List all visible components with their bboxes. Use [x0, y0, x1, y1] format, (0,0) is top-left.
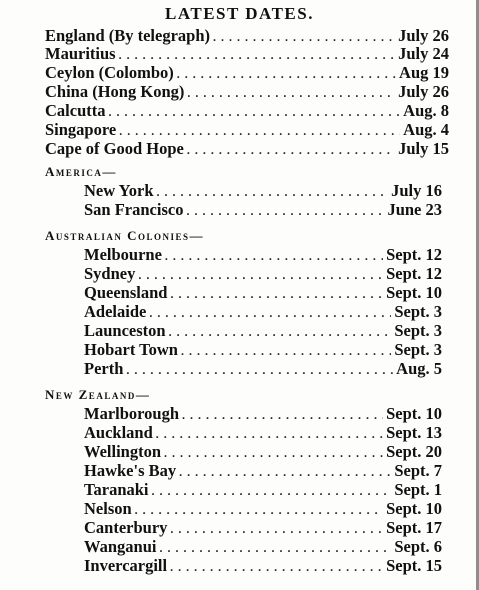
place-name: Singapore [45, 120, 117, 139]
dot-leader [181, 341, 391, 360]
list-item [84, 264, 442, 284]
list-item [84, 518, 442, 538]
date-value: Aug. 8 [403, 101, 449, 120]
dot-leader [126, 360, 393, 379]
list-item [45, 44, 449, 64]
dot-leader [119, 121, 400, 140]
date-value: Sept. 10 [386, 499, 442, 518]
list-item [84, 499, 442, 519]
dot-leader [187, 140, 395, 159]
date-value: Sept. 7 [394, 461, 442, 480]
date-value: Sept. 10 [386, 283, 442, 302]
date-value: Sept. 12 [386, 264, 442, 283]
dot-leader [159, 538, 391, 557]
dot-leader [170, 284, 383, 303]
list-item [45, 63, 449, 83]
place-name: Queensland [84, 283, 168, 302]
place-name: Hobart Town [84, 340, 178, 359]
dot-leader [157, 182, 389, 201]
list-item [84, 181, 442, 201]
dot-leader [152, 481, 392, 500]
dot-leader [138, 265, 383, 284]
dot-leader [179, 462, 391, 481]
list-item [84, 302, 442, 322]
place-name: Calcutta [45, 101, 106, 120]
list-item [84, 359, 442, 379]
list-item [45, 120, 449, 140]
dot-leader [165, 246, 383, 265]
dot-leader [170, 557, 383, 576]
list-item [84, 245, 442, 265]
place-name: Canterbury [84, 518, 168, 537]
place-name: Wellington [84, 442, 162, 461]
section-heading-new-zealand: New Zealand— [45, 387, 151, 402]
date-value: June 23 [387, 200, 442, 219]
list-item [84, 556, 442, 576]
date-value: Aug 19 [399, 63, 449, 82]
list-item [84, 461, 442, 481]
date-value: Sept. 3 [394, 321, 442, 340]
date-value: July 15 [398, 139, 449, 158]
date-value: Sept. 3 [394, 340, 442, 359]
list-item [45, 82, 449, 102]
date-value: Sept. 6 [394, 537, 442, 556]
list-item [45, 101, 449, 121]
list-item [84, 404, 442, 424]
list-item [84, 480, 442, 500]
dot-leader [149, 303, 391, 322]
place-name: Wanganui [84, 537, 157, 556]
place-name: Sydney [84, 264, 136, 283]
date-value: Sept. 3 [394, 302, 442, 321]
section-heading-australian-colonies: Australian Colonies— [45, 228, 205, 243]
place-name: Auckland [84, 423, 153, 442]
dot-leader [156, 424, 383, 443]
dot-leader [119, 45, 396, 64]
list-item [45, 139, 449, 159]
date-value: Aug. 5 [396, 359, 442, 378]
place-name: New York [84, 181, 154, 200]
dot-leader [169, 322, 392, 341]
list-item [84, 340, 442, 360]
date-value: Sept. 15 [386, 556, 442, 575]
place-name: China (Hong Kong) [45, 82, 185, 101]
place-name: Taranaki [84, 480, 149, 499]
date-value: Sept. 1 [394, 480, 442, 499]
place-name: Hawke's Bay [84, 461, 177, 480]
date-value: Sept. 10 [386, 404, 442, 423]
place-name: Melbourne [84, 245, 162, 264]
date-value: Aug. 4 [403, 120, 449, 139]
date-value: Sept. 17 [386, 518, 442, 537]
list-item [45, 26, 449, 46]
list-item [84, 423, 442, 443]
dot-leader [164, 443, 383, 462]
date-value: July 16 [391, 181, 442, 200]
list-item [84, 537, 442, 557]
place-name: Adelaide [84, 302, 147, 321]
dot-leader [109, 102, 401, 121]
place-name: Marlborough [84, 404, 180, 423]
place-name: Nelson [84, 499, 132, 518]
date-value: July 26 [398, 26, 449, 45]
date-value: July 26 [398, 82, 449, 101]
place-name: San Francisco [84, 200, 184, 219]
page-title: LATEST DATES. [165, 4, 314, 23]
date-value: Sept. 12 [386, 245, 442, 264]
dot-leader [177, 64, 396, 83]
place-name: England (By telegraph) [45, 26, 211, 45]
place-name: Invercargill [84, 556, 168, 575]
list-item [84, 321, 442, 341]
place-name: Ceylon (Colombo) [45, 63, 174, 82]
date-value: July 24 [398, 44, 449, 63]
list-item [84, 283, 442, 303]
place-name: Perth [84, 359, 124, 378]
place-name: Mauritius [45, 44, 116, 63]
place-name: Launceston [84, 321, 166, 340]
place-name: Cape of Good Hope [45, 139, 184, 158]
dot-leader [170, 519, 383, 538]
section-heading-america: America— [45, 164, 117, 179]
list-item [84, 442, 442, 462]
dot-leader [182, 405, 383, 424]
dot-leader [187, 83, 395, 102]
dot-leader [186, 201, 384, 220]
date-value: Sept. 13 [386, 423, 442, 442]
dot-leader [135, 500, 383, 519]
date-value: Sept. 20 [386, 442, 442, 461]
list-item [84, 200, 442, 220]
